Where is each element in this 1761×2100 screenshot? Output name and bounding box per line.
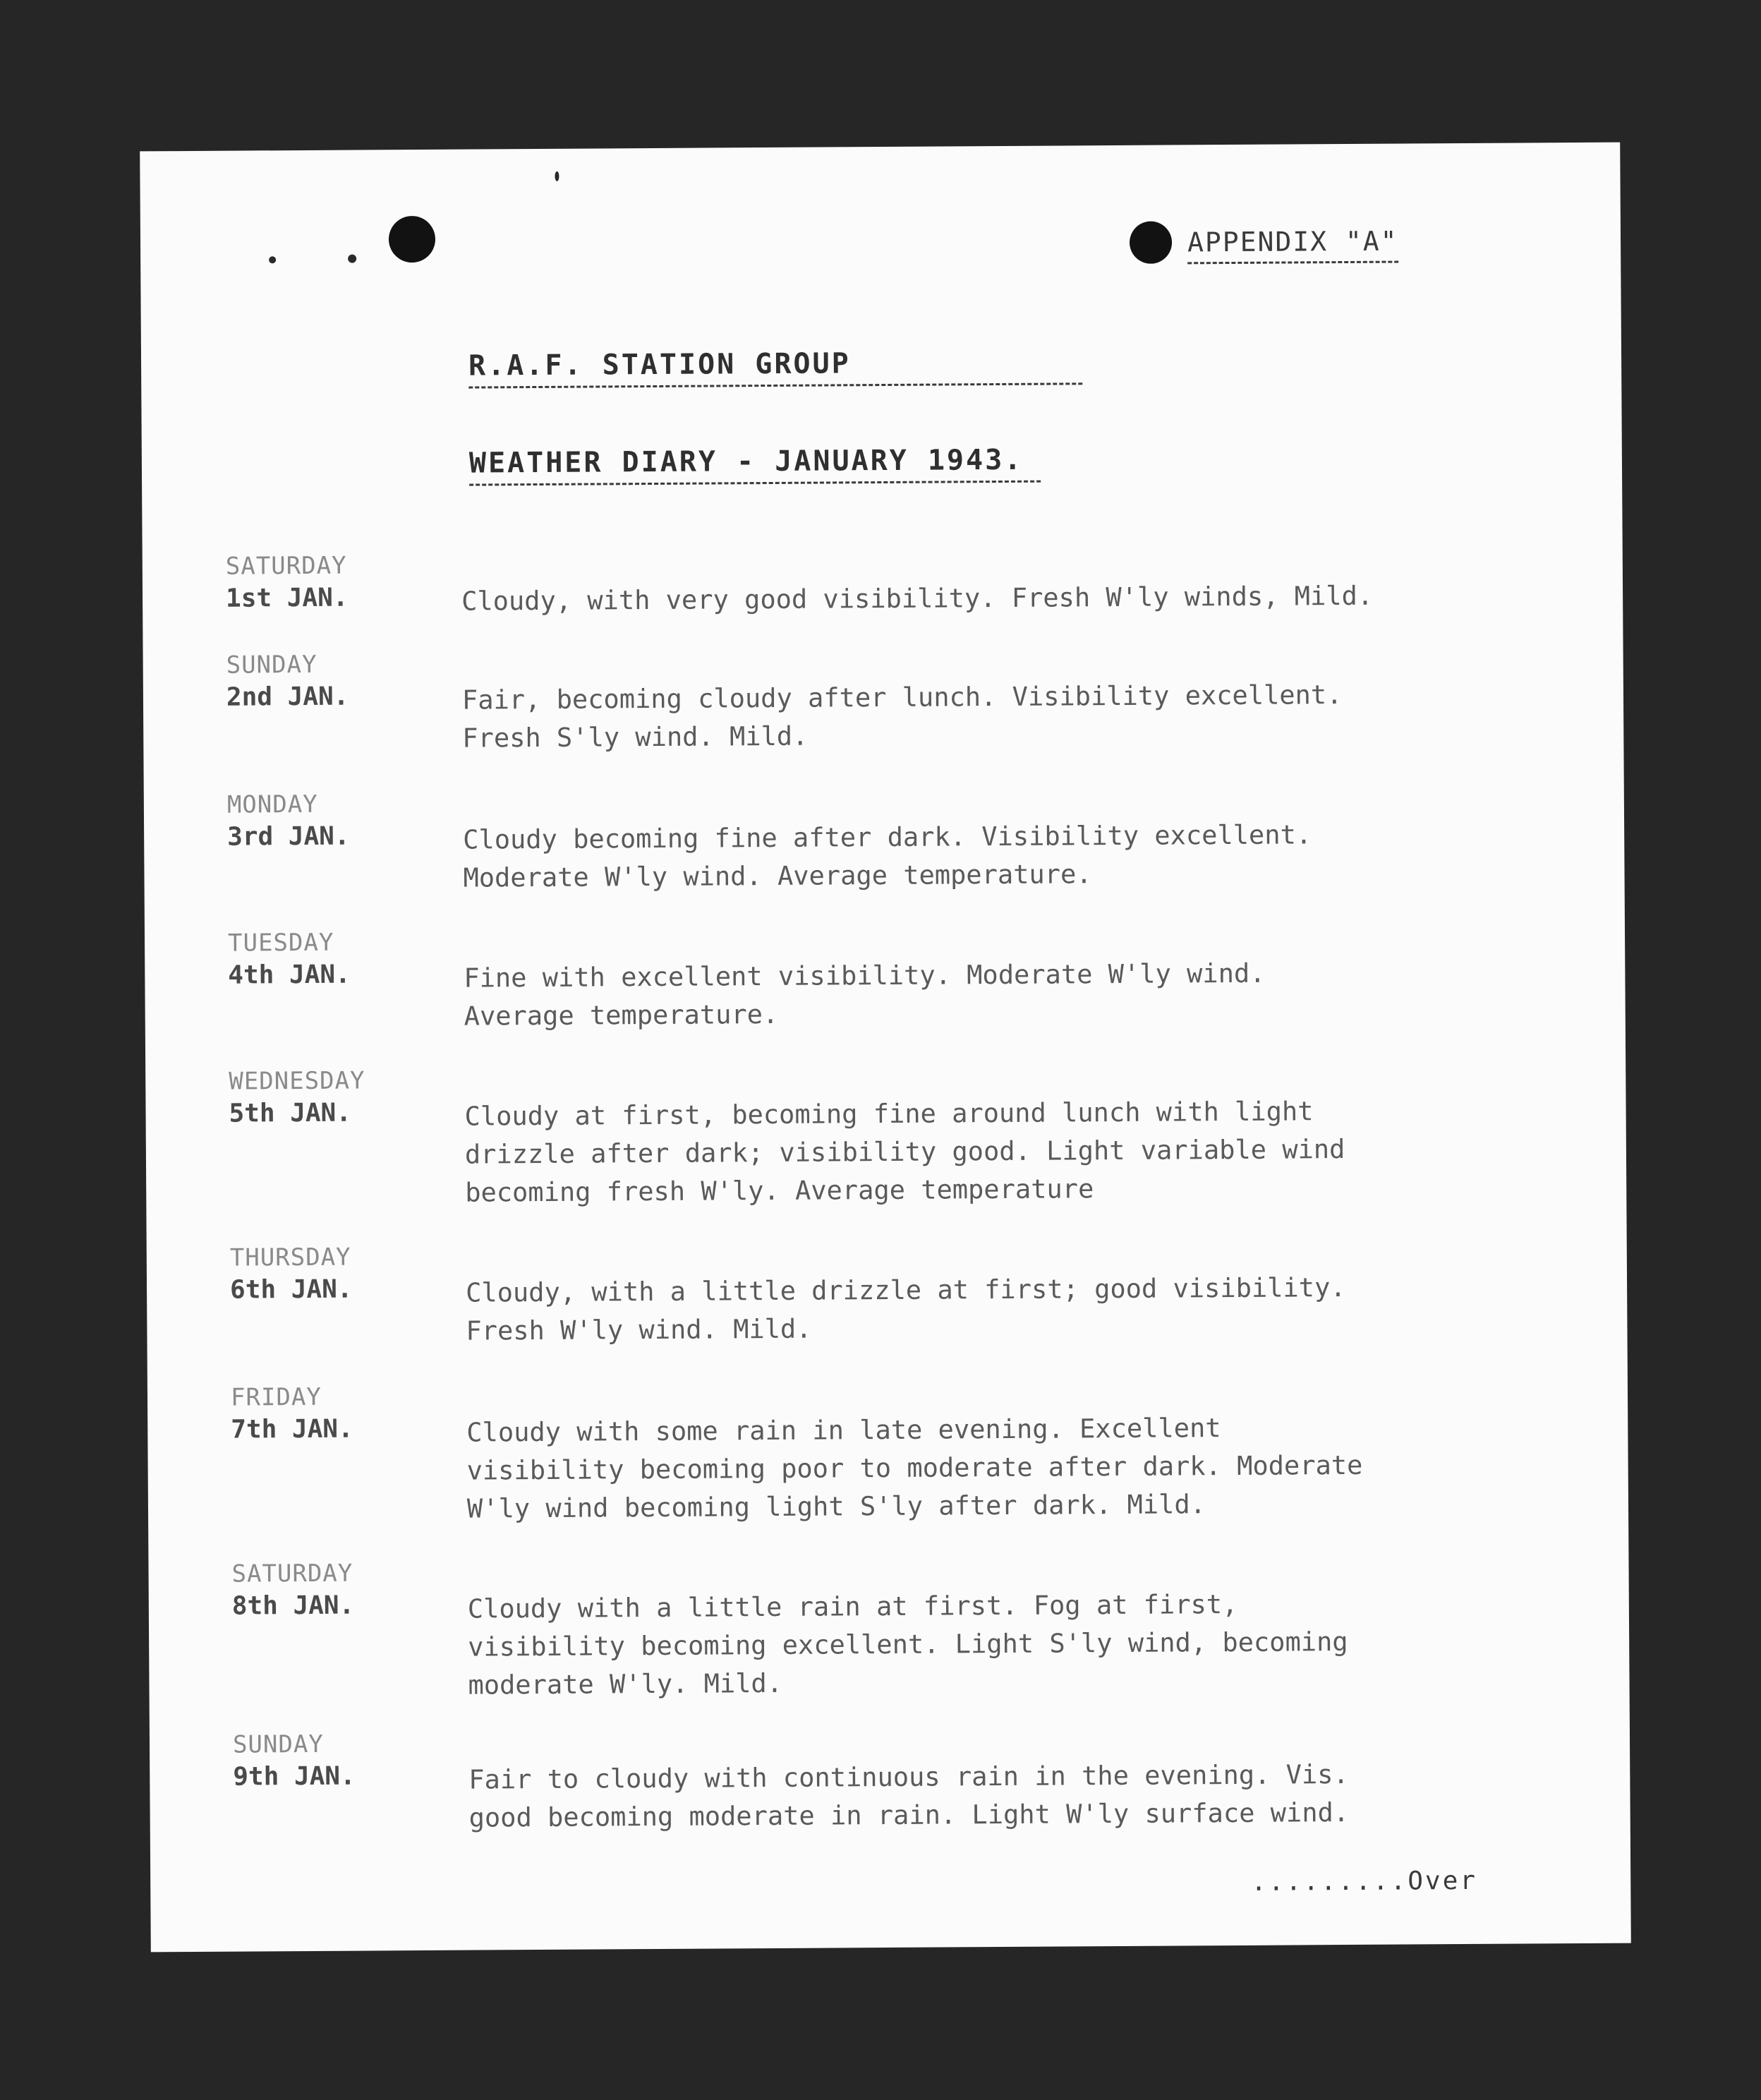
appendix-label: APPENDIX "A" [1187, 226, 1398, 265]
entry-text: Fine with excellent visibility. Moderate W'ly wind. Average temperature. [464, 958, 1266, 1032]
entry-text: Fair to cloudy with continuous rain in the evening. Vis. good becoming moderate in rain. Light W'ly surface wind. [468, 1759, 1350, 1833]
entry-date: 3rd JAN. [227, 821, 350, 852]
entry-day: THURSDAY [229, 1243, 351, 1272]
punch-hole-left [389, 216, 435, 262]
entry-date: 9th JAN. [233, 1761, 356, 1792]
ink-speck [555, 171, 559, 181]
entry-text: Cloudy, with very good visibility. Fresh W'ly winds, Mild. [461, 580, 1374, 617]
entry-date: 4th JAN. [228, 960, 351, 990]
entry-day: MONDAY [226, 790, 318, 819]
entry-date: 2nd JAN. [226, 682, 349, 712]
entry-text: Cloudy at first, becoming fine around lunch with light drizzle after dark; visibility good. Light variable wind becoming fresh W'ly. Average temperature [464, 1096, 1345, 1208]
diary-entry [143, 542, 1623, 617]
document-page [140, 143, 1631, 1953]
entry-day: FRIDAY [230, 1382, 322, 1412]
punch-hole-right [1130, 221, 1172, 263]
entry-day: WEDNESDAY [229, 1066, 365, 1096]
ink-speck [348, 255, 356, 263]
diary-entry [143, 641, 1623, 754]
entry-text: Cloudy with a little rain at first. Fog at first, visibility becoming excellent. Light S'ly wind, becoming moderate W'ly. Mild. [467, 1588, 1348, 1701]
diary-entry [147, 1233, 1627, 1346]
continued-over-label: .........Over [1251, 1866, 1478, 1897]
entry-text: Fair, becoming cloudy after lunch. Visibility excellent. Fresh S'ly wind. Mild. [461, 680, 1343, 754]
diary-entry [148, 1550, 1628, 1701]
diary-entry [144, 780, 1624, 893]
diary-entry [150, 1720, 1630, 1833]
document-subtitle: WEATHER DIARY - JANUARY 1943. [469, 444, 1041, 486]
diary-entry [145, 919, 1625, 1032]
entry-day: SATURDAY [225, 551, 347, 581]
entry-text: Cloudy with some rain in late evening. Excellent visibility becoming poor to moderate after dark. Moderate W'ly wind becoming light S'ly after dark. Mild. [466, 1413, 1363, 1524]
entry-date: 7th JAN. [231, 1414, 353, 1444]
entry-date: 1st JAN. [225, 583, 349, 613]
entry-day: TUESDAY [227, 928, 334, 958]
entry-day: SATURDAY [231, 1559, 353, 1588]
diary-entry [145, 1057, 1626, 1208]
entry-text: Cloudy becoming fine after dark. Visibility excellent. Moderate W'ly wind. Average temperature. [463, 819, 1312, 893]
entry-day: SUNDAY [232, 1730, 324, 1759]
diary-entry [147, 1373, 1628, 1524]
document-title: R.A.F. STATION GROUP [468, 346, 1082, 388]
entry-text: Cloudy, with a little drizzle at first; good visibility. Fresh W'ly wind. Mild. [465, 1272, 1346, 1346]
entry-date: 5th JAN. [229, 1098, 352, 1128]
entry-date: 6th JAN. [229, 1274, 353, 1305]
ink-speck [269, 256, 276, 263]
entry-date: 8th JAN. [231, 1591, 355, 1621]
entry-day: SUNDAY [226, 650, 317, 680]
